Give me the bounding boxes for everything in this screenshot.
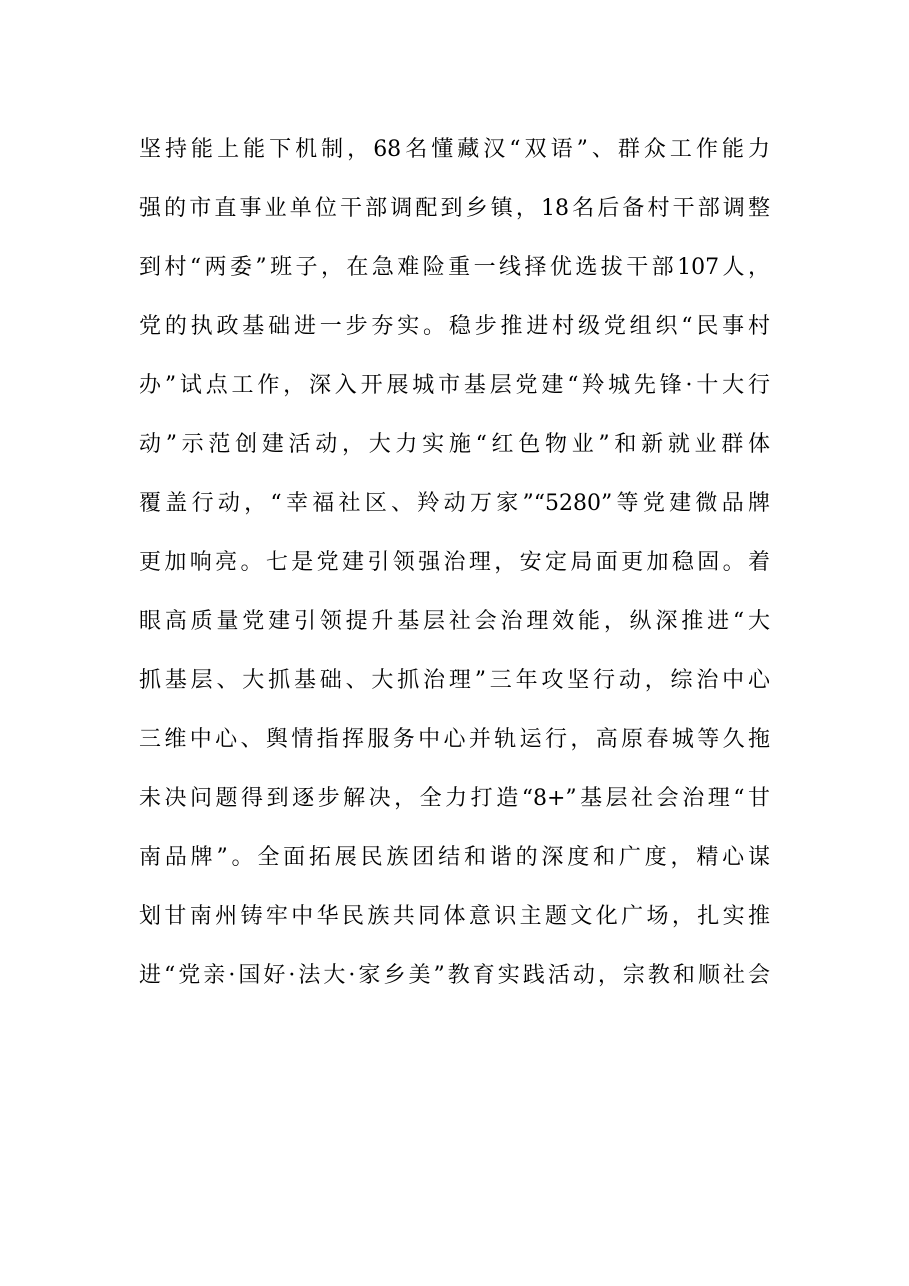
- text-line: 三维中心、舆情指挥服务中心并轨运行，高原春城等久拖: [139, 727, 770, 752]
- text-line: 动”示范创建活动，大力实施“红色物业”和新就业群体: [139, 432, 770, 457]
- text-line: 强的市直事业单位干部调配到乡镇，18名后备村干部调整: [139, 196, 770, 221]
- text-line: 覆盖行动，“幸福社区、羚动万家”“5280”等党建微品牌: [139, 491, 770, 516]
- text-line: 抓基层、大抓基础、大抓治理”三年攻坚行动，综治中心: [139, 668, 770, 693]
- text-line: 未决问题得到逐步解决，全力打造“8+”基层社会治理“甘: [139, 786, 770, 811]
- text-line: 南品牌”。全面拓展民族团结和谐的深度和广度，精心谋: [139, 845, 770, 870]
- body-paragraph: [139, 120, 779, 1005]
- text-line: 到村“两委”班子，在急难险重一线择优选拔干部107人，: [139, 255, 770, 280]
- text-line: 眼高质量党建引领提升基层社会治理效能，纵深推进“大: [139, 609, 770, 634]
- text-line: 划甘南州铸牢中华民族共同体意识主题文化广场，扎实推: [139, 904, 770, 929]
- text-line: 进“党亲·国好·法大·家乡美”教育实践活动，宗教和顺社会: [139, 963, 770, 988]
- text-line: 更加响亮。七是党建引领强治理，安定局面更加稳固。着: [139, 550, 770, 575]
- text-line: 坚持能上能下机制，68名懂藏汉“双语”、群众工作能力: [139, 137, 770, 162]
- text-line: 办”试点工作，深入开展城市基层党建“羚城先锋·十大行: [139, 373, 770, 398]
- text-line: 党的执政基础进一步夯实。稳步推进村级党组织“民事村: [139, 314, 770, 339]
